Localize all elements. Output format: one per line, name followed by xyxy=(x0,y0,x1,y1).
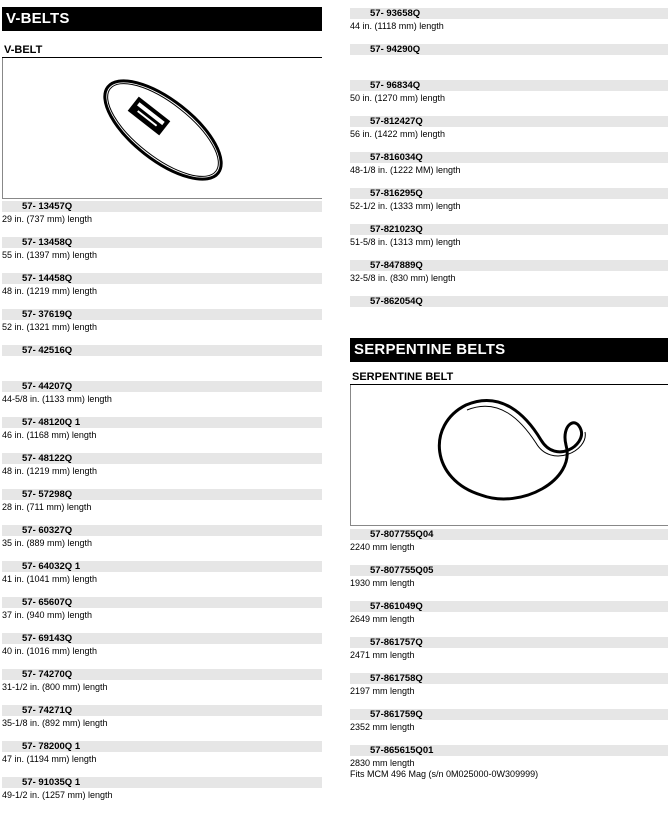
part-number: 57- 91035Q 1 xyxy=(2,777,322,788)
part-row xyxy=(2,201,322,237)
part-number: 57-847889Q xyxy=(350,260,668,271)
part-number: 57-807755Q04 xyxy=(350,529,668,540)
part-number: 57- 74271Q xyxy=(2,705,322,716)
vbelts-section-header: V-BELTS xyxy=(2,7,322,31)
part-number: 57- 48122Q xyxy=(2,453,322,464)
part-description: 49-1/2 in. (1257 mm) length xyxy=(2,790,113,800)
part-description: 2197 mm length xyxy=(350,686,415,696)
serpentine-parts-list xyxy=(350,529,668,793)
part-number: 57- 44207Q xyxy=(2,381,322,392)
part-description: 47 in. (1194 mm) length xyxy=(2,754,97,764)
part-description: 2240 mm length xyxy=(350,542,415,552)
v-belt-image xyxy=(3,58,321,198)
part-description: 2649 mm length xyxy=(350,614,415,624)
part-number: 57- 42516Q xyxy=(2,345,322,356)
part-number: 57- 94290Q xyxy=(350,44,668,55)
part-row xyxy=(2,633,322,669)
part-row xyxy=(2,273,322,309)
part-row xyxy=(2,381,322,417)
left-column xyxy=(2,0,322,813)
part-row xyxy=(2,237,322,273)
part-row xyxy=(2,489,322,525)
part-number: 57- 64032Q 1 xyxy=(2,561,322,572)
part-description: 52-1/2 in. (1333 mm) length xyxy=(350,201,461,211)
part-row xyxy=(2,345,322,381)
part-number: 57-861758Q xyxy=(350,673,668,684)
part-number: 57- 65607Q xyxy=(2,597,322,608)
part-number: 57- 13457Q xyxy=(2,201,322,212)
part-row xyxy=(350,116,668,152)
part-number: 57-821023Q xyxy=(350,224,668,235)
part-row xyxy=(350,296,668,332)
part-number: 57- 96834Q xyxy=(350,80,668,91)
part-description: 2830 mm length xyxy=(350,758,415,768)
vbelt-parts-list xyxy=(2,201,322,813)
part-row xyxy=(350,529,668,565)
part-description: 28 in. (711 mm) length xyxy=(2,502,92,512)
part-number: 57-861757Q xyxy=(350,637,668,648)
vbelt-subheader: V-BELT xyxy=(2,43,322,58)
v-belt-image-box xyxy=(2,58,322,199)
part-row xyxy=(350,637,668,673)
part-description: 31-1/2 in. (800 mm) length xyxy=(2,682,108,692)
part-description: 41 in. (1041 mm) length xyxy=(2,574,98,584)
part-description: 48 in. (1219 mm) length xyxy=(2,466,98,476)
part-description: 55 in. (1397 mm) length xyxy=(2,250,98,260)
vbelt-parts-continued-list xyxy=(350,8,668,332)
part-number: 57-865615Q01 xyxy=(350,745,668,756)
part-row xyxy=(350,565,668,601)
part-description: 1930 mm length xyxy=(350,578,415,588)
part-number: 57- 48120Q 1 xyxy=(2,417,322,428)
part-description: 44 in. (1118 mm) length xyxy=(350,21,444,31)
part-description: 48-1/8 in. (1222 MM) length xyxy=(350,165,461,175)
part-row xyxy=(350,44,668,80)
serpentine-subheader: SERPENTINE BELT xyxy=(350,370,668,385)
part-row xyxy=(350,709,668,745)
part-description: 48 in. (1219 mm) length xyxy=(2,286,98,296)
part-description: 50 in. (1270 mm) length xyxy=(350,93,446,103)
part-description: 2352 mm length xyxy=(350,722,415,732)
part-number: 57- 13458Q xyxy=(2,237,322,248)
part-description: 35 in. (889 mm) length xyxy=(2,538,93,548)
part-description: 2471 mm length xyxy=(350,650,415,660)
part-row xyxy=(350,152,668,188)
part-description: 56 in. (1422 mm) length xyxy=(350,129,446,139)
part-number: 57- 69143Q xyxy=(2,633,322,644)
part-description: 35-1/8 in. (892 mm) length xyxy=(2,718,108,728)
part-row xyxy=(2,453,322,489)
part-row xyxy=(2,309,322,345)
part-row xyxy=(350,80,668,116)
serpentine-belt-image xyxy=(351,385,667,525)
part-row xyxy=(350,260,668,296)
part-description: 44-5/8 in. (1133 mm) length xyxy=(2,394,112,404)
part-number: 57-861049Q xyxy=(350,601,668,612)
part-fitment-note: Fits MCM 496 Mag (s/n 0M025000-0W309999) xyxy=(350,769,539,779)
part-number: 57-862054Q xyxy=(350,296,668,307)
part-row xyxy=(350,745,668,793)
part-number: 57- 37619Q xyxy=(2,309,322,320)
part-number: 57-816034Q xyxy=(350,152,668,163)
part-description: 40 in. (1016 mm) length xyxy=(2,646,98,656)
part-number: 57- 74270Q xyxy=(2,669,322,680)
part-number: 57- 78200Q 1 xyxy=(2,741,322,752)
part-description: 46 in. (1168 mm) length xyxy=(2,430,97,440)
part-description: 32-5/8 in. (830 mm) length xyxy=(350,273,456,283)
serpentine-belt-image-box xyxy=(350,385,668,526)
part-description: 29 in. (737 mm) length xyxy=(2,214,93,224)
serpentine-section-header: SERPENTINE BELTS xyxy=(350,338,668,362)
part-row xyxy=(350,224,668,260)
part-number: 57-807755Q05 xyxy=(350,565,668,576)
part-row xyxy=(2,669,322,705)
part-number: 57- 57298Q xyxy=(2,489,322,500)
part-description: 37 in. (940 mm) length xyxy=(2,610,93,620)
part-row xyxy=(2,417,322,453)
part-row xyxy=(350,601,668,637)
part-row xyxy=(2,705,322,741)
part-number: 57- 60327Q xyxy=(2,525,322,536)
right-column xyxy=(350,0,668,793)
part-number: 57-861759Q xyxy=(350,709,668,720)
part-row xyxy=(350,8,668,44)
part-number: 57-812427Q xyxy=(350,116,668,127)
part-description: 52 in. (1321 mm) length xyxy=(2,322,98,332)
part-row xyxy=(2,777,322,813)
part-description: 51-5/8 in. (1313 mm) length xyxy=(350,237,461,247)
part-number: 57- 14458Q xyxy=(2,273,322,284)
part-row xyxy=(350,673,668,709)
part-row xyxy=(2,525,322,561)
part-row xyxy=(2,561,322,597)
part-row xyxy=(2,741,322,777)
part-number: 57-816295Q xyxy=(350,188,668,199)
part-number: 57- 93658Q xyxy=(350,8,668,19)
part-row xyxy=(2,597,322,633)
part-row xyxy=(350,188,668,224)
